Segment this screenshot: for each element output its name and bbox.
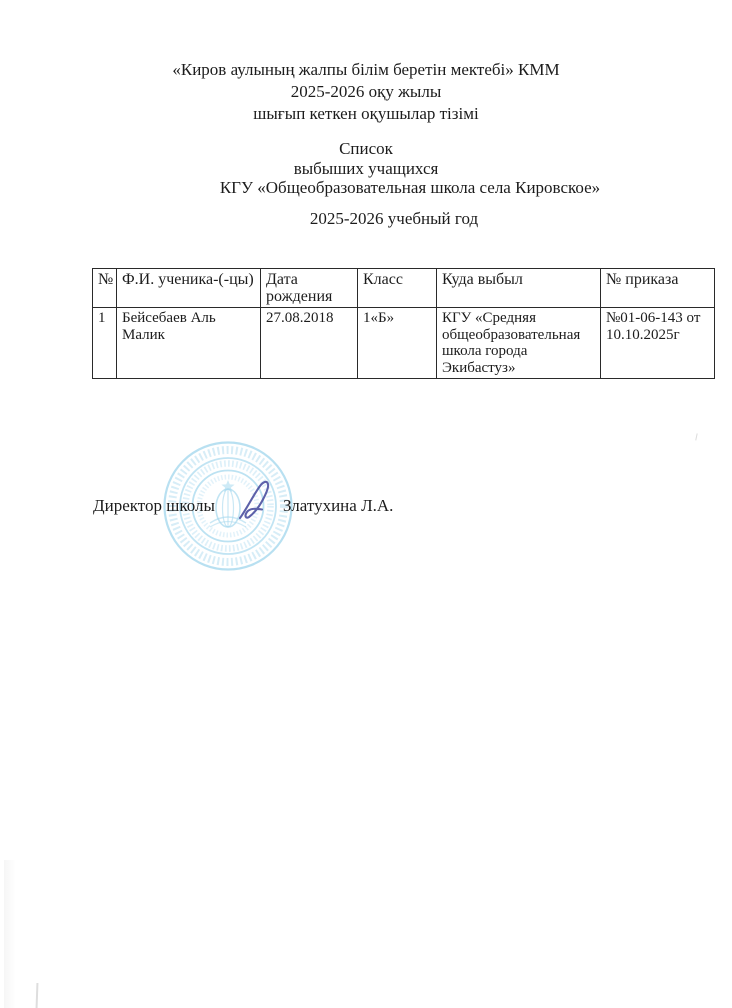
scan-artifact-mark: [691, 433, 697, 441]
cell-order-number: №01-06-143 от 10.10.2025г: [601, 308, 715, 379]
col-header-student-name: Ф.И. ученика-(-цы): [117, 269, 261, 308]
list-title-ru: Список: [339, 139, 393, 158]
director-label: Директор школы: [93, 496, 215, 515]
cell-birth-date: 27.08.2018: [261, 308, 358, 379]
col-header-class: Класс: [358, 269, 437, 308]
scan-edge-shadow: [4, 860, 16, 1008]
col-header-birth-date: Дата рождения: [261, 269, 358, 308]
header-kazakh: [0, 59, 732, 125]
school-name-kk: «Киров аулының жалпы білім беретін мектебі» КММ: [172, 60, 560, 79]
list-subtitle-ru: выбыших учащихся: [293, 158, 439, 178]
table-row: [93, 308, 715, 379]
cell-number: 1: [93, 308, 117, 379]
col-header-order-number: № приказа: [601, 269, 715, 308]
list-title-kk: шығып кеткен оқушылар тізімі: [253, 104, 479, 123]
col-header-destination: Куда выбыл: [437, 269, 601, 308]
col-header-number: №: [93, 269, 117, 308]
school-year-ru: 2025-2026 учебный год: [309, 208, 479, 228]
cell-class: 1«Б»: [358, 308, 437, 379]
scan-artifact-line: [36, 983, 39, 1008]
table-header-row: [93, 269, 715, 308]
school-name-ru: КГУ «Общеобразовательная школа села Кировское»: [219, 178, 601, 197]
cell-student-name: Бейсебаев Аль Малик: [117, 308, 261, 379]
school-year-kk: 2025-2026 оқу жылы: [290, 82, 442, 101]
signature-icon: [238, 478, 278, 524]
header-russian: [0, 139, 732, 228]
departed-students-table: [92, 268, 715, 379]
cell-destination: КГУ «Средняя общеобразовательная школа города Экибастуз»: [437, 308, 601, 379]
director-name: Златухина Л.А.: [283, 496, 394, 515]
